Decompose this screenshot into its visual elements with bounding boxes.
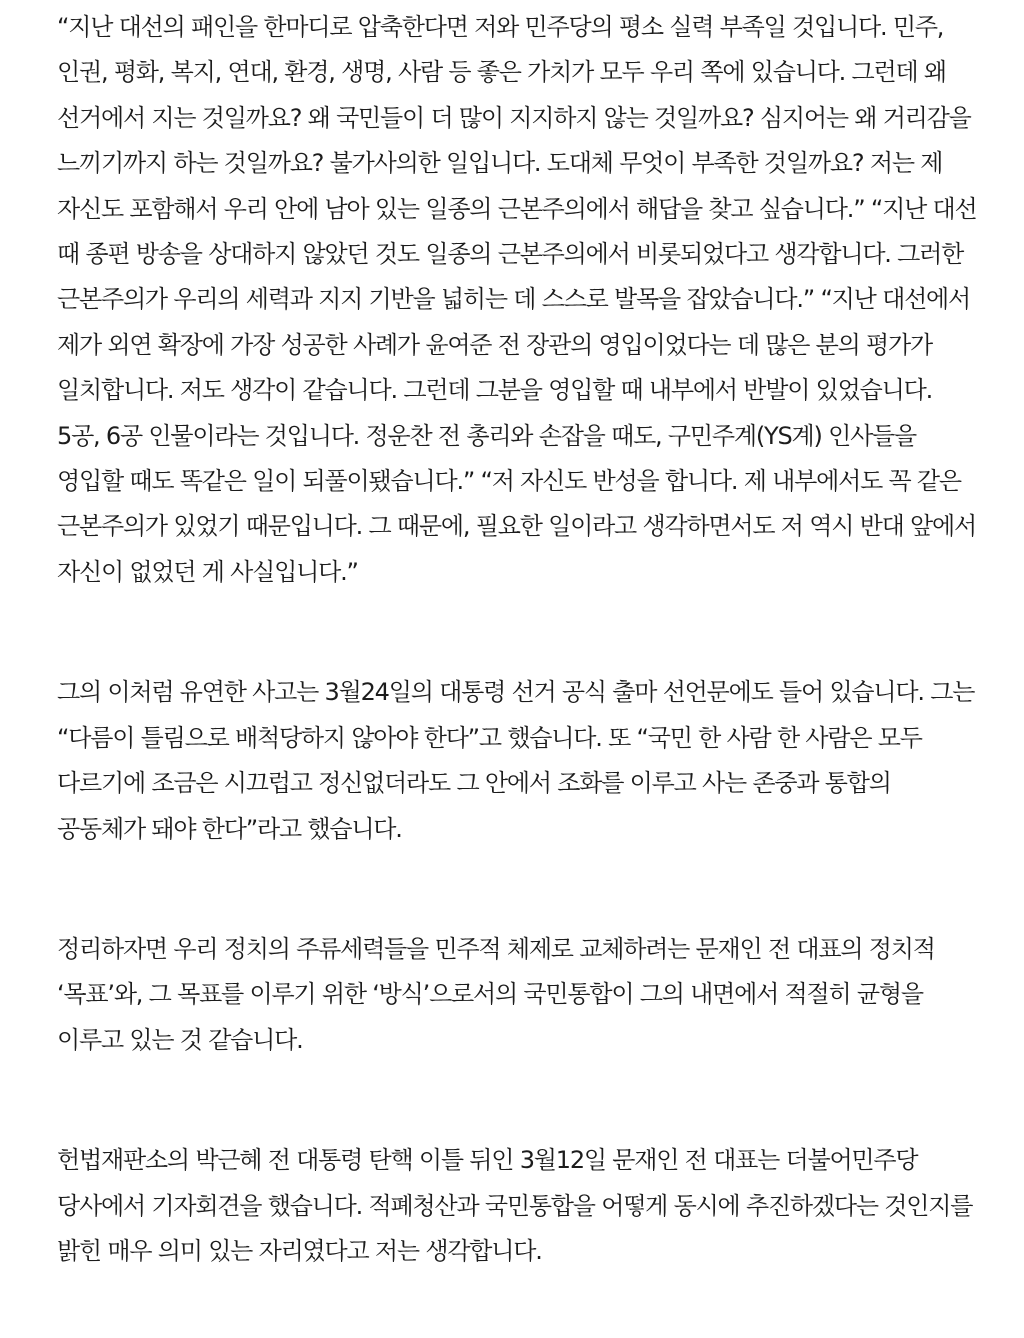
- paragraph: “지난 대선의 패인을 한마디로 압축한다면 저와 민주당의 평소 실력 부족일 것입니다. 민주, 인권, 평화, 복지, 연대, 환경, 생명, 사람 등 좋은 가치가 모두 우리 쪽에 있습니다. 그런데 왜 선거에서 지는 것일까요? 왜 국민들이 더 많이 지지하지 않는 것일까요? 심지어는 왜 거리감을 느끼기까지 하는 것일까요? 불가사의한 일입니다. 도대체 무엇이 부족한 것일까요? 저는 제 자신도 포함해서 우리 안에 남아 있는 일종의 근본주의에서 해답을 찾고 싶습니다.” “지난 대선 때 종편 방송을 상대하지 않았던 것도 일종의 근본주의에서 비롯되었다고 생각합니다. 그러한 근본주의가 우리의 세력과 지지 기반을 넓히는 데 스스로 발목을 잡았습니다.” “지난 대선에서 제가 외연 확장에 가장 성공한 사례가 윤여준 전 장관의 영입이었다는 데 많은 분의 평가가 일치합니다. 저도 생각이 같습니다. 그런데 그분을 영입할 때 내부에서 반발이 있었습니다. 5공, 6공 인물이라는 것입니다. 정운찬 전 총리와 손잡을 때도, 구민주계(YS계) 인사들을 영입할 때도 똑같은 일이 되풀이됐습니다.” “저 자신도 반성을 합니다. 제 내부에서도 꼭 같은 근본주의가 있었기 때문입니다. 그 때문에, 필요한 일이라고 생각하면서도 저 역시 반대 앞에서 자신이 없었던 게 사실입니다.”: [57, 13, 977, 586]
- paragraph: 그의 이처럼 유연한 사고는 3월24일의 대통령 선거 공식 출마 선언문에도 들어 있습니다. 그는 “다름이 틀림으로 배척당하지 않아야 한다”고 했습니다. 또 “국민 한 사람 한 사람은 모두 다르기에 조금은 시끄럽고 정신없더라도 그 안에서 조화를 이루고 사는 존중과 통합의 공동체가 돼야 한다”라고 했습니다.: [57, 678, 975, 843]
- article-body: [57, 5, 979, 1274]
- paragraph: 정리하자면 우리 정치의 주류세력들을 민주적 체제로 교체하려는 문재인 전 대표의 정치적 ‘목표’와, 그 목표를 이루기 위한 ‘방식’으로서의 국민통합이 그의 내면에서 적절히 균형을 이루고 있는 것 같습니다.: [57, 934, 935, 1054]
- paragraph: 헌법재판소의 박근혜 전 대통령 탄핵 이틀 뒤인 3월12일 문재인 전 대표는 더불어민주당 당사에서 기자회견을 했습니다. 적폐청산과 국민통합을 어떻게 동시에 추진하겠다는 것인지를 밝힌 매우 의미 있는 자리였다고 저는 생각합니다.: [57, 1146, 973, 1265]
